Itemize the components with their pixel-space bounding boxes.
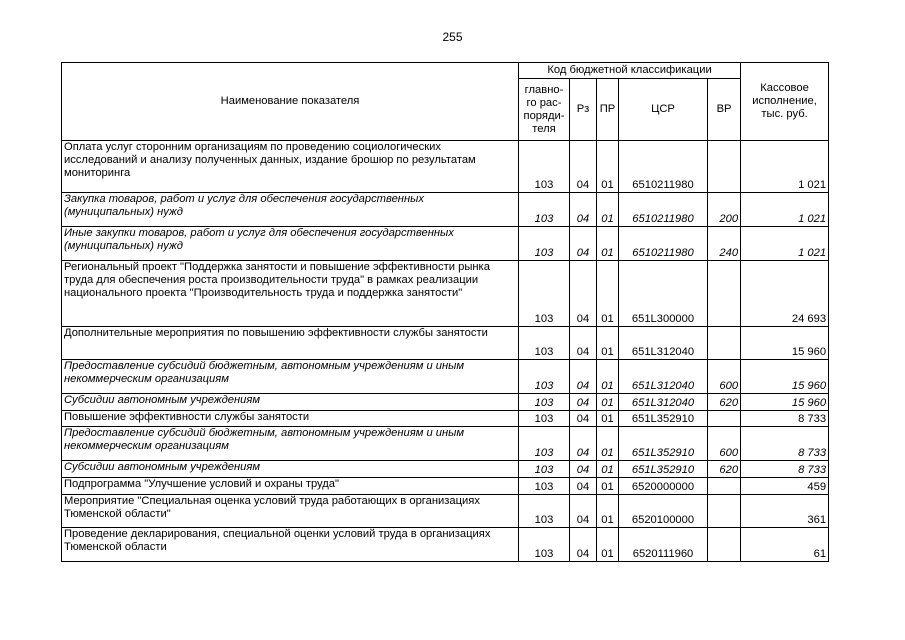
row-grbs: 103 — [519, 427, 570, 461]
row-vr — [708, 478, 741, 495]
row-rz: 04 — [570, 227, 597, 261]
row-name: Подпрограмма "Улучшение условий и охраны труда" — [62, 478, 519, 495]
row-csr: 6520100000 — [619, 495, 708, 528]
table-row — [62, 528, 829, 562]
row-pr: 01 — [597, 227, 619, 261]
table-row — [62, 327, 829, 360]
row-name: Субсидии автономным учреждениям — [62, 461, 519, 478]
row-grbs: 103 — [519, 327, 570, 360]
row-grbs: 103 — [519, 478, 570, 495]
row-grbs: 103 — [519, 461, 570, 478]
row-pr: 01 — [597, 327, 619, 360]
row-csr: 6520111960 — [619, 528, 708, 562]
row-grbs: 103 — [519, 141, 570, 193]
table-body — [62, 141, 829, 562]
row-amount: 8 733 — [741, 461, 829, 478]
row-name: Иные закупки товаров, работ и услуг для обеспечения государственных (муниципальных) нужд — [62, 227, 519, 261]
row-name: Оплата услуг сторонним организациям по проведению социологических исследований и анализу полученных данных, издание брошюр по результатам мониторинга — [62, 141, 519, 193]
row-rz: 04 — [570, 427, 597, 461]
row-csr: 6510211980 — [619, 141, 708, 193]
header-rz: Рз — [570, 79, 597, 141]
header-indicator-name: Наименование показателя — [62, 63, 519, 141]
row-amount: 15 960 — [741, 327, 829, 360]
row-csr: 651L352910 — [619, 461, 708, 478]
row-csr: 6510211980 — [619, 227, 708, 261]
header-cash-execution: Кассовое исполнение, тыс. руб. — [741, 63, 829, 141]
table-row — [62, 495, 829, 528]
row-rz: 04 — [570, 261, 597, 327]
row-csr: 651L312040 — [619, 394, 708, 411]
row-vr: 620 — [708, 394, 741, 411]
row-csr: 651L352910 — [619, 427, 708, 461]
table-row — [62, 261, 829, 327]
row-grbs: 103 — [519, 193, 570, 227]
row-pr: 01 — [597, 261, 619, 327]
row-pr: 01 — [597, 427, 619, 461]
row-amount: 61 — [741, 528, 829, 562]
row-pr: 01 — [597, 141, 619, 193]
row-name: Предоставление субсидий бюджетным, автономным учреждениям и иным некоммерческим организациям — [62, 360, 519, 394]
row-csr: 651L312040 — [619, 327, 708, 360]
row-vr — [708, 495, 741, 528]
row-amount: 8 733 — [741, 427, 829, 461]
row-name: Субсидии автономным учреждениям — [62, 394, 519, 411]
row-rz: 04 — [570, 327, 597, 360]
row-name: Проведение декларирования, специальной оценки условий труда в организациях Тюменской области — [62, 528, 519, 562]
page-number: 255 — [442, 30, 463, 44]
row-vr: 600 — [708, 427, 741, 461]
row-pr: 01 — [597, 360, 619, 394]
row-vr: 240 — [708, 227, 741, 261]
header-row-top — [62, 63, 829, 79]
table-row — [62, 478, 829, 495]
row-vr: 620 — [708, 461, 741, 478]
row-name: Повышение эффективности службы занятости — [62, 411, 519, 427]
row-pr: 01 — [597, 394, 619, 411]
row-grbs: 103 — [519, 495, 570, 528]
row-name: Предоставление субсидий бюджетным, автономным учреждениям и иным некоммерческим организациям — [62, 427, 519, 461]
table-row — [62, 427, 829, 461]
row-name: Закупка товаров, работ и услуг для обеспечения государственных (муниципальных) нужд — [62, 193, 519, 227]
row-name: Региональный проект "Поддержка занятости и повышение эффективности рынка труда для обеспечения роста производительности труда" в рамках реализации национального проекта "Производительность труда и поддержка занятости" — [62, 261, 519, 327]
row-rz: 04 — [570, 394, 597, 411]
row-pr: 01 — [597, 495, 619, 528]
table-row — [62, 360, 829, 394]
table-row — [62, 227, 829, 261]
row-csr: 6520000000 — [619, 478, 708, 495]
row-grbs: 103 — [519, 394, 570, 411]
budget-execution-table — [61, 62, 829, 562]
row-rz: 04 — [570, 478, 597, 495]
row-amount: 15 960 — [741, 360, 829, 394]
row-pr: 01 — [597, 411, 619, 427]
row-pr: 01 — [597, 528, 619, 562]
row-grbs: 103 — [519, 261, 570, 327]
row-vr: 200 — [708, 193, 741, 227]
row-pr: 01 — [597, 478, 619, 495]
row-grbs: 103 — [519, 227, 570, 261]
row-grbs: 103 — [519, 528, 570, 562]
row-amount: 15 960 — [741, 394, 829, 411]
header-budget-code: Код бюджетной классификации — [519, 63, 741, 79]
row-pr: 01 — [597, 461, 619, 478]
row-amount: 8 733 — [741, 411, 829, 427]
table-row — [62, 394, 829, 411]
row-rz: 04 — [570, 360, 597, 394]
row-vr — [708, 411, 741, 427]
row-name: Дополнительные мероприятия по повышению эффективности службы занятости — [62, 327, 519, 360]
row-rz: 04 — [570, 411, 597, 427]
row-vr — [708, 528, 741, 562]
row-vr — [708, 141, 741, 193]
row-grbs: 103 — [519, 360, 570, 394]
row-name: Мероприятие "Специальная оценка условий труда работающих в организациях Тюменской области" — [62, 495, 519, 528]
row-vr: 600 — [708, 360, 741, 394]
header-pr: ПР — [597, 79, 619, 141]
row-amount: 459 — [741, 478, 829, 495]
row-amount: 1 021 — [741, 141, 829, 193]
row-csr: 651L300000 — [619, 261, 708, 327]
table-row — [62, 193, 829, 227]
row-amount: 24 693 — [741, 261, 829, 327]
row-pr: 01 — [597, 193, 619, 227]
row-amount: 361 — [741, 495, 829, 528]
row-rz: 04 — [570, 495, 597, 528]
row-rz: 04 — [570, 461, 597, 478]
row-vr — [708, 261, 741, 327]
row-amount: 1 021 — [741, 227, 829, 261]
row-csr: 6510211980 — [619, 193, 708, 227]
row-grbs: 103 — [519, 411, 570, 427]
row-rz: 04 — [570, 193, 597, 227]
row-csr: 651L312040 — [619, 360, 708, 394]
row-amount: 1 021 — [741, 193, 829, 227]
header-csr: ЦСР — [619, 79, 708, 141]
row-csr: 651L352910 — [619, 411, 708, 427]
table-row — [62, 461, 829, 478]
header-vr: ВР — [708, 79, 741, 141]
row-vr — [708, 327, 741, 360]
header-grbs: главно-го рас-поряди-теля — [519, 79, 570, 141]
table-row — [62, 141, 829, 193]
row-rz: 04 — [570, 141, 597, 193]
table-row — [62, 411, 829, 427]
row-rz: 04 — [570, 528, 597, 562]
